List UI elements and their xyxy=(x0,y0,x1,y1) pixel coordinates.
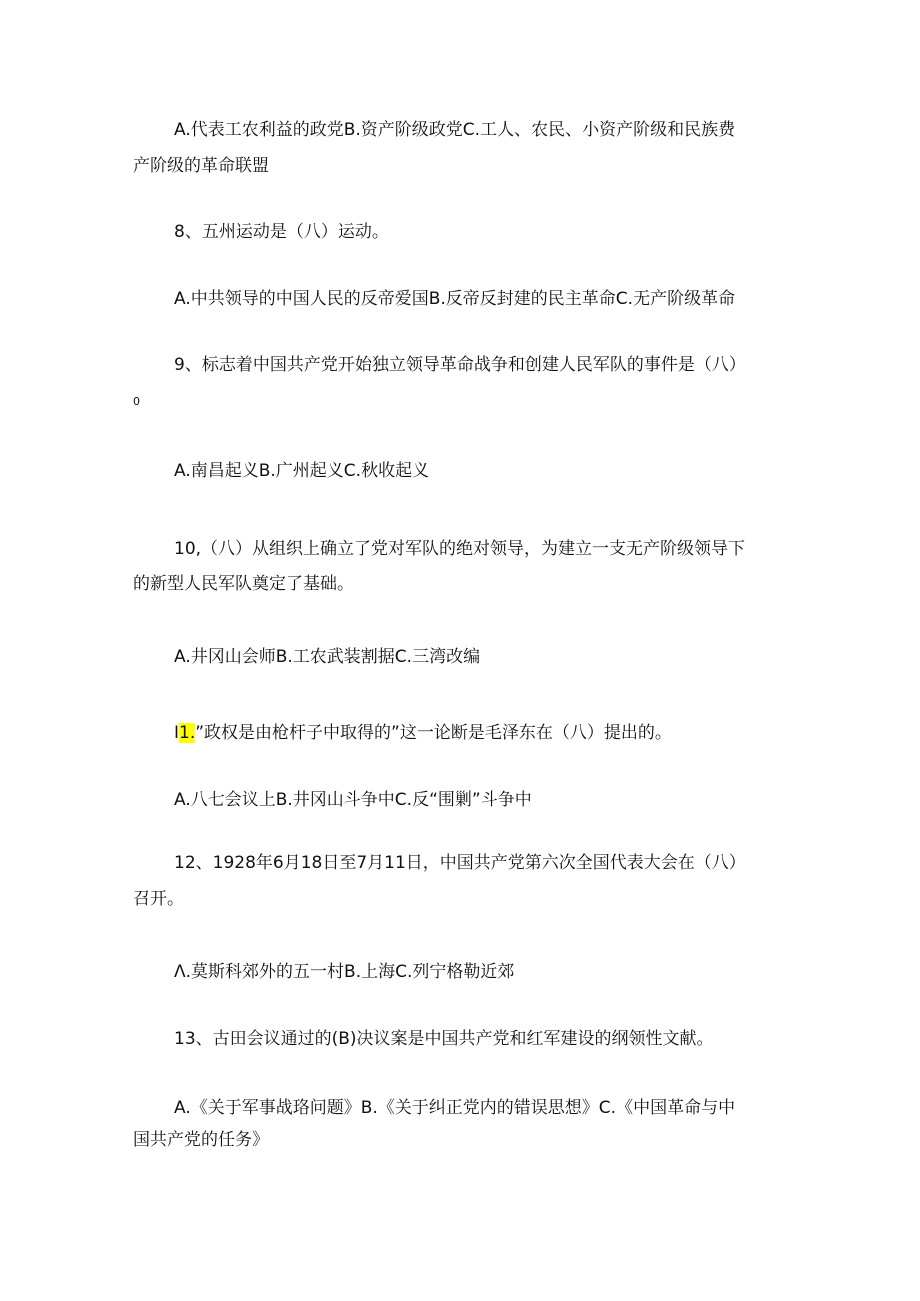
q11-number-prefix: I xyxy=(174,723,180,743)
q8-question: 8、五州运动是（八）运动。 xyxy=(174,222,389,242)
q12-options: Λ.莫斯科郊外的五一村B.上海C.列宁格勒近郊 xyxy=(174,962,515,982)
q11-question xyxy=(174,722,672,744)
q11-options: A.八七会议上B.井冈山斗争中C.反“围剿”斗争中 xyxy=(174,790,532,810)
q13-options-line1: A.《关于军事战珞问题》B.《关于纠正党内的错误思想》C.《中国革命与中 xyxy=(174,1098,736,1118)
q10-question-line1: 10,（八）从组织上确立了党对军队的绝对领导，为建立一支无产阶级领导下 xyxy=(174,539,746,559)
q10-options: A.井冈山会师B.工农武装割据C.三湾改编 xyxy=(174,647,481,667)
q9-question-line1: 9、标志着中国共产党开始独立领导革命战争和创建人民军队的事件是（八） xyxy=(174,355,746,375)
q12-question-line1: 12、1928年6月18日至7月11日，中国共产党第六次全国代表大会在（八） xyxy=(174,853,746,873)
q11-question-text: ”政权是由枪杆子中取得的”这一论断是毛泽东在（八）提出的。 xyxy=(195,723,672,743)
q9-question-line2: 0 xyxy=(133,395,140,408)
q7-options-line1: A.代表工农利益的政党B.资产阶级政党C.工人、农民、小资产阶级和民族费 xyxy=(174,120,736,140)
q11-number-highlight: 1. xyxy=(179,723,196,743)
q10-question-line2: 的新型人民军队奠定了基础。 xyxy=(133,574,354,594)
q7-options-line2: 产阶级的革命联盟 xyxy=(133,156,269,176)
q12-question-line2: 召开。 xyxy=(133,889,184,909)
q9-options: A.南昌起义B.广州起义C.秋收起义 xyxy=(174,461,430,481)
q13-options-line2: 国共产党的任务》 xyxy=(133,1130,269,1150)
q8-options: A.中共领导的中国人民的反帝爱国B.反帝反封建的民主革命C.无产阶级革命 xyxy=(174,289,736,309)
q13-question: 13、古田会议通过的(B)决议案是中国共产党和红军建设的纲领性文献。 xyxy=(174,1029,714,1049)
